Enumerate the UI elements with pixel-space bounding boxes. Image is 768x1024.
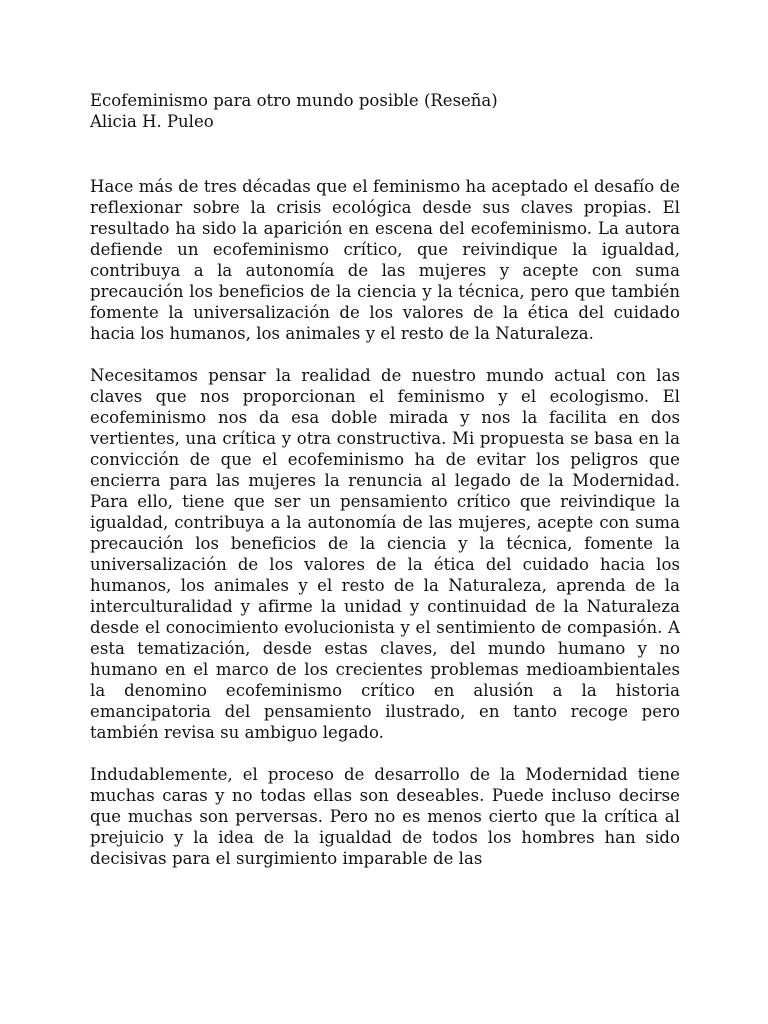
document-author: Alicia H. Puleo	[90, 112, 214, 131]
document-body	[90, 176, 680, 890]
paragraph-3: Indudablemente, el proceso de desarrollo de la Modernidad tiene muchas caras y no todas ellas son deseables. Puede incluso decirse que muchas son perversas. Pero no es menos cierto que la crítica al prejuicio y la idea de la igualdad de todos los hombres han sido decisivas para el surgimiento imparable de las	[90, 765, 680, 868]
paragraph-2: Necesitamos pensar la realidad de nuestro mundo actual con las claves que nos proporcionan el feminismo y el ecologismo. El ecofeminismo nos da esa doble mirada y nos la facilita en dos vertientes, una crítica y otra constructiva. Mi propuesta se basa en la convicción de que el ecofeminismo ha de evitar los peligros que encierra para las mujeres la renuncia al legado de la Modernidad. Para ello, tiene que ser un pensamiento crítico que reivindique la igualdad, contribuya a la autonomía de las mujeres, acepte con suma precaución los beneficios de la ciencia y la técnica, fomente la universalización de los valores de la ética del cuidado hacia los humanos, los animales y el resto de la Naturaleza, aprenda de la interculturalidad y afirme la unidad y continuidad de la Naturaleza desde el conocimiento evolucionista y el sentimiento de compasión. A esta tematización, desde estas claves, del mundo humano y no humano en el marco de los crecientes problemas medioambientales la denomino ecofeminismo crítico en alusión a la historia emancipatoria del pensamiento ilustrado, en tanto recoge pero también revisa su ambiguo legado.	[90, 366, 680, 742]
document-header	[90, 90, 680, 132]
document-title: Ecofeminismo para otro mundo posible (Reseña)	[90, 91, 498, 110]
paragraph-1: Hace más de tres décadas que el feminismo ha aceptado el desafío de reflexionar sobre la crisis ecológica desde sus claves propias. El resultado ha sido la aparición en escena del ecofeminismo. La autora defiende un ecofeminismo crítico, que reivindique la igualdad, contribuya a la autonomía de las mujeres y acepte con suma precaución los beneficios de la ciencia y la técnica, pero que también fomente la universalización de los valores de la ética del cuidado hacia los humanos, los animales y el resto de la Naturaleza.	[90, 177, 680, 343]
